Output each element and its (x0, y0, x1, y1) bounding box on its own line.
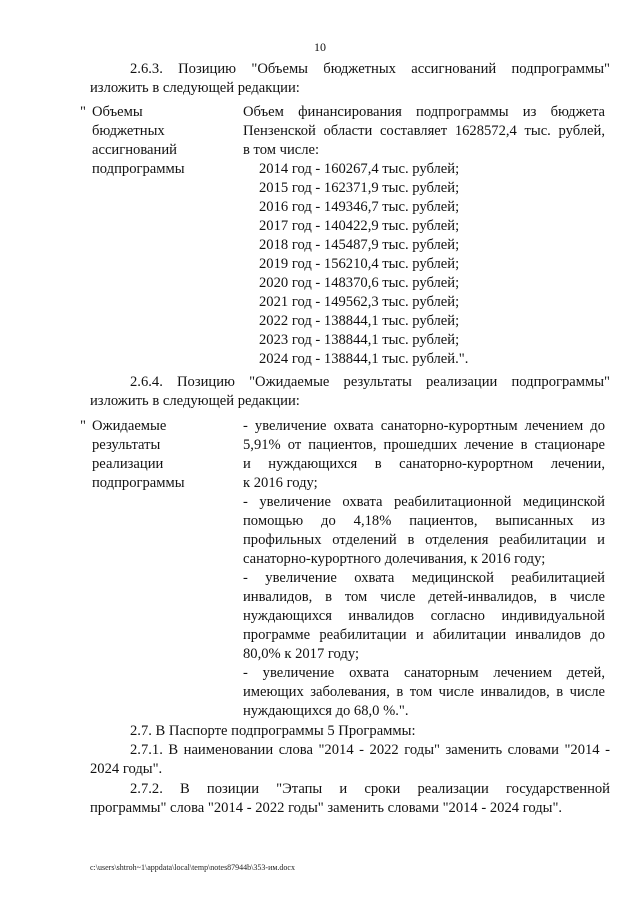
paragraph-2-7-1-line-1: 2.7.1. В наименовании слова "2014 - 2022 годы" заменить словами "2014 - (130, 742, 610, 758)
paragraph-2-6-4-line-1: 2.6.4. Позицию "Ожидаемые результаты реализации подпрограммы" (130, 374, 610, 390)
text-line: Пензенской области составляет 1628572,4 тыс. рублей, (243, 123, 605, 139)
page-number: 10 (314, 40, 326, 54)
year-funding-item: 2019 год - 156210,4 тыс. рублей; (259, 256, 460, 272)
document-file-path: c:\users\shtroh~1\appdata\local\temp\notes87944b\353-им.docx (90, 863, 295, 872)
paragraph-2-6-4-line-2: изложить в следующей редакции: (90, 393, 300, 409)
paragraph-2-7-1-line-2: 2024 годы". (90, 761, 163, 777)
text-line: к 2016 году; (243, 475, 318, 491)
text-line: в том числе: (243, 142, 320, 158)
text-line: профильных отделений в отделения реабилитации и (243, 532, 605, 548)
text-line: - увеличение охвата санаторно-курортным лечением до (243, 418, 605, 434)
year-funding-item: 2023 год - 138844,1 тыс. рублей; (259, 332, 460, 348)
funding-by-year-list (259, 160, 468, 369)
text-line: инвалидов, в том числе детей-инвалидов, в числе (243, 589, 605, 605)
text-line: нуждающихся до 68,0 %.". (243, 703, 409, 719)
year-funding-item: 2022 год - 138844,1 тыс. рублей; (259, 313, 460, 329)
year-funding-item: 2016 год - 149346,7 тыс. рублей; (259, 199, 460, 215)
label-line: бюджетных (92, 123, 165, 139)
text-line: нуждающихся инвалидов согласно индивидуальной (243, 608, 605, 624)
year-funding-item: 2024 год - 138844,1 тыс. рублей.". (259, 351, 469, 367)
text-line: имеющих заболевания, в том числе инвалидов, в числе (243, 684, 605, 700)
label-line: Объемы (92, 104, 143, 120)
year-funding-item: 2014 год - 160267,4 тыс. рублей; (259, 161, 460, 177)
opening-quote: " (80, 418, 86, 434)
year-funding-item: 2020 год - 148370,6 тыс. рублей; (259, 275, 460, 291)
opening-quote: " (80, 104, 86, 120)
text-line: 80,0% к 2017 году; (243, 646, 360, 662)
text-line: санаторно-курортного долечивания, к 2016 году; (243, 551, 546, 567)
paragraph-2-7-2-line-1: 2.7.2. В позиции "Этапы и сроки реализации государственной (130, 781, 610, 797)
year-funding-item: 2015 год - 162371,9 тыс. рублей; (259, 180, 460, 196)
label-line: подпрограммы (92, 161, 185, 177)
year-funding-item: 2017 год - 140422,9 тыс. рублей; (259, 218, 460, 234)
text-line: 5,91% от пациентов, прошедших лечение в стационаре (243, 437, 605, 453)
text-line: - увеличение охвата санаторным лечением детей, (243, 665, 605, 681)
text-line: - увеличение охвата реабилитационной медицинской (243, 494, 605, 510)
label-line: реализации (92, 456, 164, 472)
label-line: подпрограммы (92, 475, 185, 491)
label-line: результаты (92, 437, 161, 453)
budget-allocations-text (243, 103, 605, 160)
text-line: помощью до 4,18% пациентов, выписанных из (243, 513, 605, 529)
text-line: - увеличение охвата медицинской реабилитацией (243, 570, 605, 586)
paragraph-2-7-2-line-2: программы" слова "2014 - 2022 годы" заменить словами "2014 - 2024 годы". (90, 800, 563, 816)
label-line: ассигнований (92, 142, 177, 158)
paragraph-2-6-3-line-1: 2.6.3. Позицию "Объемы бюджетных ассигнований подпрограммы" (130, 61, 610, 77)
paragraph-2-6-3-line-2: изложить в следующей редакции: (90, 80, 300, 96)
label-line: Ожидаемые (92, 418, 167, 434)
year-funding-item: 2018 год - 145487,9 тыс. рублей; (259, 237, 460, 253)
expected-results-text (243, 417, 605, 721)
year-funding-item: 2021 год - 149562,3 тыс. рублей; (259, 294, 460, 310)
text-line: программе реабилитации и абилитации инвалидов до (243, 627, 605, 643)
text-line: Объем финансирования подпрограммы из бюджета (243, 104, 605, 120)
paragraph-2-7: 2.7. В Паспорте подпрограммы 5 Программы: (130, 723, 416, 739)
text-line: и нуждающихся в санаторно-курортном лечении, (243, 456, 605, 472)
